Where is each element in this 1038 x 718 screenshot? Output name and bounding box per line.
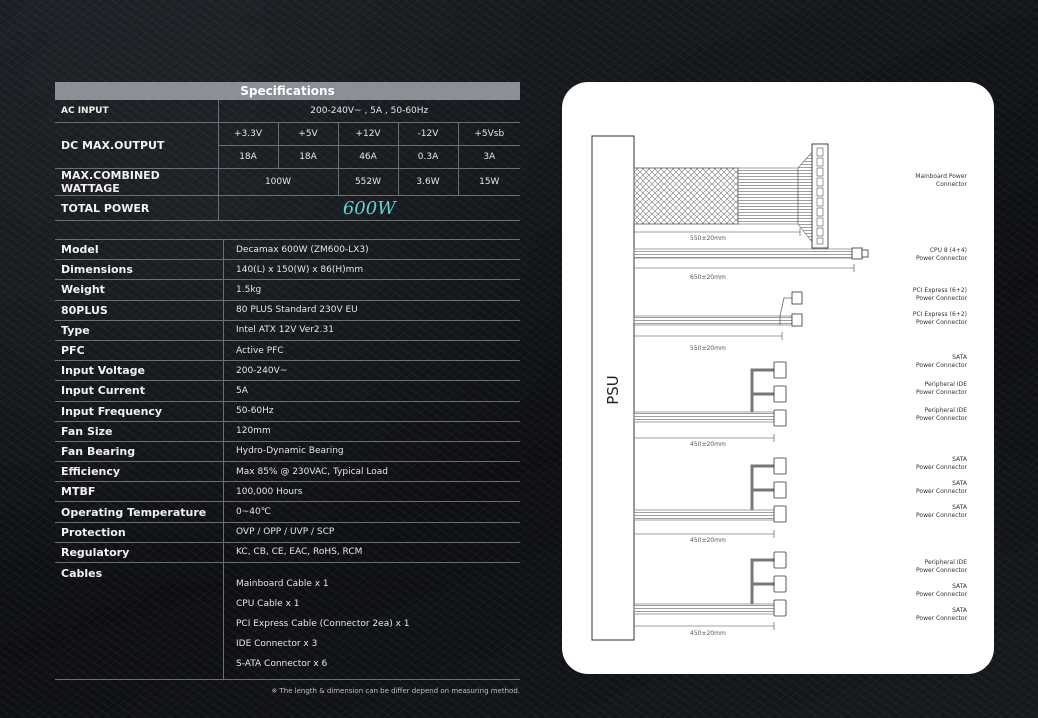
c2c-label-2: Power Connector [916, 512, 967, 519]
mainboard-length: 550±20mm [690, 235, 726, 242]
details-table [55, 239, 520, 680]
total-power-row [55, 196, 520, 221]
detail-row [55, 462, 520, 482]
chain2-sata-2-icon [774, 482, 786, 498]
rail-3v3: +3.3V [218, 123, 278, 146]
combined-wattage-row [55, 169, 520, 196]
chain1-sata-icon [774, 362, 786, 378]
detail-value: 50-60Hz [224, 401, 521, 421]
current-3v3: 18A [218, 146, 278, 169]
cables-list [236, 574, 520, 675]
dc-output-label: DC MAX.OUTPUT [55, 123, 218, 169]
detail-row [55, 542, 520, 562]
detail-key: Type [55, 320, 224, 340]
detail-value: 0~40℃ [224, 502, 521, 522]
c3c-label-1: SATA [952, 607, 967, 614]
pci-length: 550±20mm [690, 345, 726, 352]
c2b-label-1: SATA [952, 480, 967, 487]
c2c-label-1: SATA [952, 504, 967, 511]
peripheral-chain-2 [634, 456, 968, 544]
detail-row [55, 381, 520, 401]
c1b-label-2: Power Connector [916, 389, 967, 396]
detail-key: Regulatory [55, 542, 224, 562]
detail-key: Input Frequency [55, 401, 224, 421]
current-5vsb: 3A [458, 146, 520, 169]
detail-row [55, 401, 520, 421]
cables-label: Cables [55, 563, 224, 680]
chain3-sata-1-icon [774, 576, 786, 592]
ac-input-label: AC INPUT [55, 100, 218, 123]
cpu-connector-icon [852, 248, 862, 259]
detail-key: PFC [55, 340, 224, 360]
cpu-cable [634, 247, 968, 281]
cable-item: PCI Express Cable (Connector 2ea) x 1 [236, 618, 410, 629]
pci2-label-2: Power Connector [916, 319, 967, 326]
spec-title: Specifications [55, 82, 520, 100]
detail-row [55, 300, 520, 320]
detail-value: Max 85% @ 230VAC, Typical Load [224, 462, 521, 482]
peripheral-chain-1 [634, 354, 968, 448]
chain2-sata-1-icon [774, 458, 786, 474]
c1a-label-2: Power Connector [916, 362, 967, 369]
c1c-label-2: Power Connector [916, 415, 967, 422]
detail-value: KC, CB, CE, EAC, RoHS, RCM [224, 542, 521, 562]
detail-key: Fan Bearing [55, 441, 224, 461]
c3b-label-1: SATA [952, 583, 967, 590]
detail-value: 120mm [224, 421, 521, 441]
detail-row [55, 482, 520, 502]
detail-row [55, 421, 520, 441]
combined-neg12v: 3.6W [398, 169, 458, 196]
c3c-label-2: Power Connector [916, 615, 967, 622]
pci-express-cable [634, 287, 968, 352]
cable-item: S-ATA Connector x 6 [236, 659, 328, 670]
detail-row [55, 320, 520, 340]
chain2-length: 450±20mm [690, 537, 726, 544]
c2a-label-1: SATA [952, 456, 967, 463]
detail-value: Active PFC [224, 340, 521, 360]
detail-key: Model [55, 240, 224, 260]
detail-key: Protection [55, 522, 224, 542]
c1c-label-1: Peripheral IDE [924, 407, 967, 414]
detail-value: 5A [224, 381, 521, 401]
current-5v: 18A [278, 146, 338, 169]
spec-table [55, 100, 520, 221]
pci1-label-1: PCI Express (6+2) [912, 287, 967, 294]
ac-input-row [55, 100, 520, 123]
combined-label: MAX.COMBINED WATTAGE [55, 169, 218, 196]
cable-item: IDE Connector x 3 [236, 639, 318, 650]
detail-key: Input Current [55, 381, 224, 401]
chain1-ide-2-icon [774, 410, 786, 426]
detail-key: Weight [55, 280, 224, 300]
spec-panel [55, 82, 520, 680]
detail-key: MTBF [55, 482, 224, 502]
cable-item: CPU Cable x 1 [236, 598, 300, 609]
detail-row [55, 260, 520, 280]
total-power-value: 600W [342, 197, 396, 219]
mainboard-connector-label-1: Mainboard Power [915, 173, 967, 180]
combined-5vsb: 15W [458, 169, 520, 196]
current-12v: 46A [338, 146, 398, 169]
chain3-length: 450±20mm [690, 630, 726, 637]
c3b-label-2: Power Connector [916, 591, 967, 598]
combined-12v: 552W [338, 169, 398, 196]
chain2-sata-3-icon [774, 506, 786, 522]
detail-value: 140(L) x 150(W) x 86(H)mm [224, 260, 521, 280]
detail-value: 100,000 Hours [224, 482, 521, 502]
current-neg12v: 0.3A [398, 146, 458, 169]
chain3-sata-2-icon [774, 600, 786, 616]
detail-key: Operating Temperature [55, 502, 224, 522]
peripheral-chain-3 [634, 552, 968, 637]
ac-input-value: 200-240V~ , 5A , 50-60Hz [218, 100, 520, 123]
c1a-label-1: SATA [952, 354, 967, 361]
measurement-note: ※ The length & dimension can be differ depend on measuring method. [271, 687, 520, 695]
detail-value: Decamax 600W (ZM600-LX3) [224, 240, 521, 260]
detail-key: Efficiency [55, 462, 224, 482]
psu-label: PSU [604, 375, 622, 405]
detail-key: Fan Size [55, 421, 224, 441]
detail-row [55, 280, 520, 300]
cpu-connector-label-2: Power Connector [916, 255, 967, 262]
c3a-label-1: Peripheral IDE [924, 559, 967, 566]
detail-value: Intel ATX 12V Ver2.31 [224, 320, 521, 340]
detail-row [55, 240, 520, 260]
c3a-label-2: Power Connector [916, 567, 967, 574]
rail-neg12v: -12V [398, 123, 458, 146]
detail-row [55, 340, 520, 360]
chain1-ide-1-icon [774, 386, 786, 402]
c2b-label-2: Power Connector [916, 488, 967, 495]
detail-key: 80PLUS [55, 300, 224, 320]
detail-row [55, 441, 520, 461]
details-body [55, 240, 520, 563]
total-power-label: TOTAL POWER [55, 196, 218, 221]
detail-value: 80 PLUS Standard 230V EU [224, 300, 521, 320]
detail-value: OVP / OPP / UVP / SCP [224, 522, 521, 542]
detail-key: Input Voltage [55, 361, 224, 381]
pci-connector-2-icon [792, 314, 802, 326]
cables-row [55, 563, 520, 680]
detail-row [55, 522, 520, 542]
pci-connector-1-icon [792, 292, 802, 304]
detail-value: 200-240V~ [224, 361, 521, 381]
cable-diagram-svg [562, 82, 994, 674]
c2a-label-2: Power Connector [916, 464, 967, 471]
cable-item: Mainboard Cable x 1 [236, 578, 329, 589]
detail-value: Hydro-Dynamic Bearing [224, 441, 521, 461]
detail-row [55, 361, 520, 381]
detail-row [55, 502, 520, 522]
rail-5v: +5V [278, 123, 338, 146]
cable-diagram [562, 82, 994, 674]
cpu-connector-label-1: CPU 8 (4+4) [929, 247, 967, 254]
chain3-ide-icon [774, 552, 786, 568]
combined-3v3-5v: 100W [218, 169, 338, 196]
pci1-label-2: Power Connector [916, 295, 967, 302]
c1b-label-1: Peripheral IDE [924, 381, 967, 388]
mainboard-connector-label-2: Connector [936, 181, 967, 188]
rail-12v: +12V [338, 123, 398, 146]
pci2-label-1: PCI Express (6+2) [912, 311, 967, 318]
rail-5vsb: +5Vsb [458, 123, 520, 146]
mainboard-cable [634, 144, 968, 248]
dc-output-rails-row [55, 123, 520, 146]
chain1-length: 450±20mm [690, 441, 726, 448]
cpu-length: 650±20mm [690, 274, 726, 281]
detail-key: Dimensions [55, 260, 224, 280]
detail-value: 1.5kg [224, 280, 521, 300]
